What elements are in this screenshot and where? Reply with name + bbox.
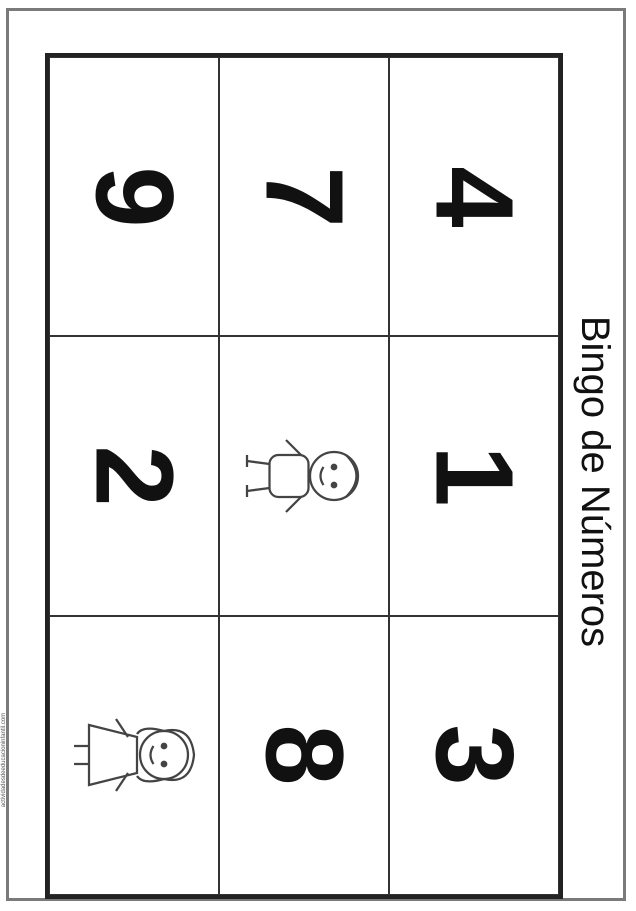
bingo-cell	[389, 336, 559, 615]
bingo-cell	[219, 616, 389, 895]
credit-watermark: actividadesdeeducacioninfantil.com	[1, 712, 7, 808]
bingo-number: 1	[413, 445, 536, 507]
bingo-number: 3	[413, 724, 536, 786]
bingo-number: 7	[243, 166, 366, 228]
bingo-number: 2	[73, 445, 196, 507]
bingo-cell	[389, 57, 559, 336]
cartoon-boy-image	[229, 401, 379, 551]
page-title: Bingo de Números	[573, 315, 618, 647]
bingo-cell	[49, 336, 219, 615]
bingo-grid	[45, 53, 563, 899]
bingo-cell-picture	[219, 336, 389, 615]
bingo-number: 4	[413, 166, 536, 228]
bingo-cell	[219, 57, 389, 336]
cartoon-girl-image	[59, 680, 209, 830]
bingo-card-page	[6, 8, 626, 901]
bingo-cell-picture	[49, 616, 219, 895]
bingo-cell	[389, 616, 559, 895]
bingo-number: 9	[73, 166, 196, 228]
bingo-cell	[49, 57, 219, 336]
bingo-number: 8	[243, 724, 366, 786]
